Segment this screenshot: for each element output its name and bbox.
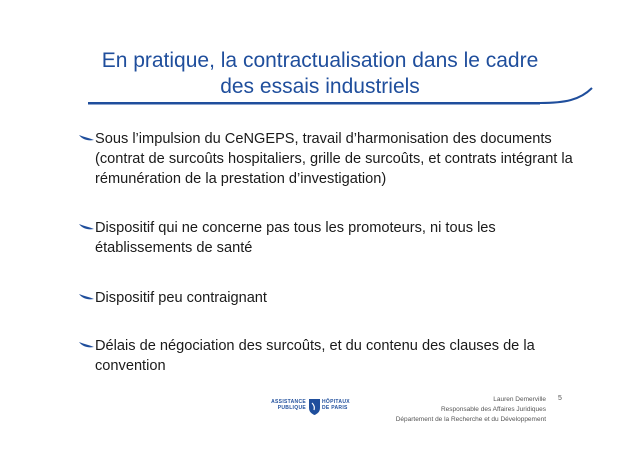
bullet-item: [78, 336, 578, 376]
slide-title-line-2: des essais industriels: [220, 75, 420, 98]
aphp-logo: [270, 397, 360, 419]
footer-author-block: [396, 395, 546, 425]
logo-right-text: HÔPITAUX DE PARIS: [322, 399, 350, 411]
bullet-text: Dispositif qui ne concerne pas tous les promoteurs, ni tous les établissements de santé: [95, 220, 496, 256]
swoosh-bullet-icon: [78, 132, 96, 144]
bullet-item: [78, 218, 578, 258]
logo-left-text: ASSISTANCE PUBLIQUE: [271, 399, 306, 411]
footer-role: Responsable des Affaires Juridiques: [440, 406, 546, 413]
bullet-text: Délais de négociation des surcoûts, et du contenu des clauses de la convention: [95, 338, 535, 374]
bullet-text: Dispositif peu contraignant: [95, 290, 267, 306]
bullet-item: [78, 288, 578, 308]
swoosh-bullet-icon: [78, 221, 96, 233]
bullet-item: [78, 129, 578, 189]
bullet-list: [78, 129, 578, 376]
footer-name: Lauren Demerville: [493, 396, 546, 403]
swoosh-bullet-icon: [78, 291, 96, 303]
aphp-emblem-icon: [308, 398, 321, 416]
footer-department: Département de la Recherche et du Développement: [395, 416, 546, 423]
slide-title: [60, 48, 580, 100]
page-number: 5: [558, 395, 562, 402]
bullet-text: Sous l’impulsion du CeNGEPS, travail d’harmonisation des documents (contrat de surcoûts hospitaliers, grille de surcoûts, et contrats intégrant la rémunération de la prestation d’investigation): [95, 131, 573, 187]
swoosh-bullet-icon: [78, 339, 96, 351]
slide-title-line-1: En pratique, la contractualisation dans le cadre: [101, 49, 539, 72]
